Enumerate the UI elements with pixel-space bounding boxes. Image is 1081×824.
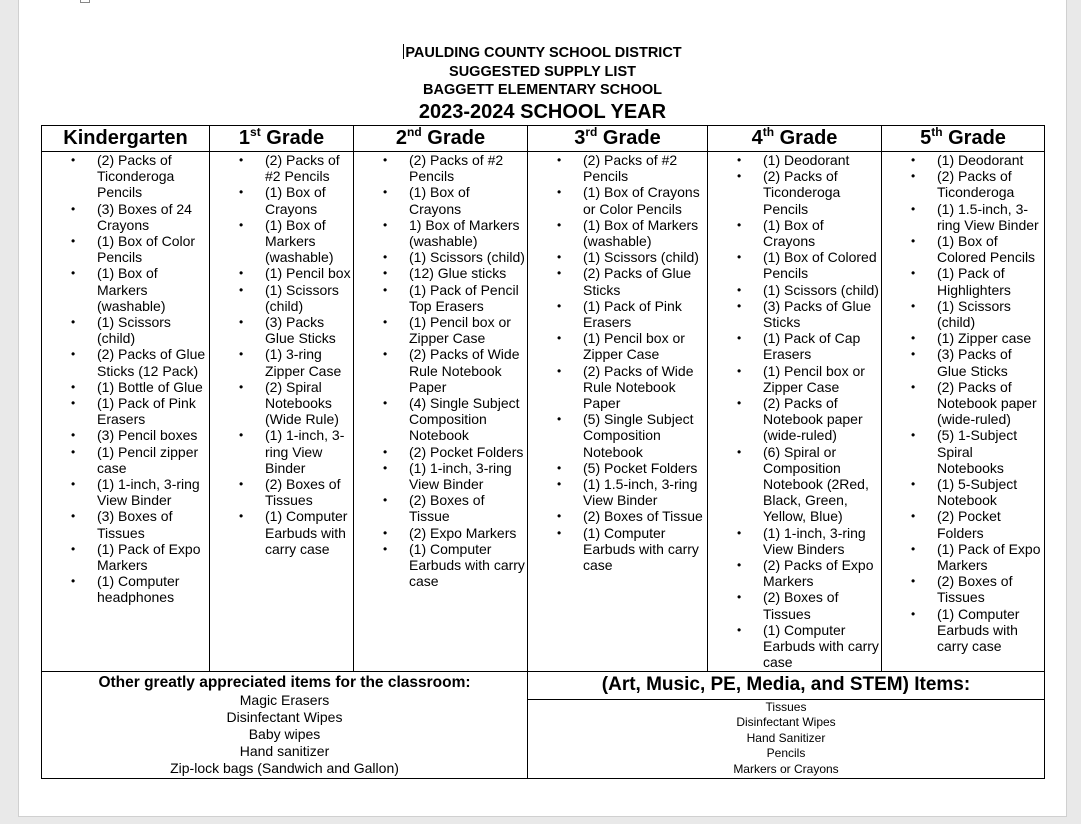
supply-item: • (1) Box of Colored Pencils	[708, 249, 881, 281]
specials-item: Hand Sanitizer	[746, 730, 826, 745]
grade1-supply-list	[210, 152, 353, 557]
supply-item: • (1) Pack of Pencil Top Erasers	[354, 282, 527, 314]
supply-item: • (3) Packs of Glue Sticks	[708, 298, 881, 330]
grade-header-1st: 1st Grade	[210, 126, 354, 152]
specials-items-title: (Art, Music, PE, Media, and STEM) Items:	[528, 672, 1044, 700]
supply-table	[41, 125, 1045, 779]
list-title: SUGGESTED SUPPLY LIST	[449, 64, 636, 80]
supply-item: • (1) Pack of Cap Erasers	[708, 330, 881, 362]
supply-item: • (1) Scissors (child)	[528, 249, 707, 265]
supply-item: • (1) Scissors (child)	[210, 282, 353, 314]
other-items-title: Other greatly appreciated items for the classroom:	[98, 673, 471, 691]
supply-item: • (1) 1-inch, 3-ring View Binder	[210, 427, 353, 476]
supply-item: • (3) Packs Glue Sticks	[210, 314, 353, 346]
grade2-supply-list	[354, 152, 527, 589]
supply-item: • (2) Packs of #2 Pencils	[528, 152, 707, 184]
supply-item: • (2) Packs of #2 Pencils	[210, 152, 353, 184]
school-year: 2023-2024 SCHOOL YEAR	[418, 101, 667, 123]
supply-item: • (1) Deodorant	[708, 152, 881, 168]
supply-item: • 1) Box of Markers (washable)	[354, 217, 527, 249]
supply-item: • (2) Pocket Folders	[354, 444, 527, 460]
supply-item: • (1) Pencil box or Zipper Case	[708, 363, 881, 395]
grade4-list-cell	[708, 152, 882, 672]
other-item: Baby wipes	[248, 725, 321, 742]
supply-item: • (1) Scissors (child)	[354, 249, 527, 265]
supply-item: • (2) Boxes of Tissues	[708, 589, 881, 621]
supply-item: • (2) Packs of Glue Sticks (12 Pack)	[42, 346, 209, 378]
supply-item: • (2) Packs of #2 Pencils	[354, 152, 527, 184]
supply-item: • (6) Spiral or Composition Notebook (2Red, Black, Green, Yellow, Blue)	[708, 444, 881, 525]
supply-item: • (3) Packs of Glue Sticks	[882, 346, 1044, 378]
supply-item: • (1) Box of Crayons	[210, 184, 353, 216]
grade4-supply-list	[708, 152, 881, 671]
supply-item: • (12) Glue sticks	[354, 265, 527, 281]
supply-item: • (1) Pack of Expo Markers	[42, 541, 209, 573]
supply-item: • (1) Scissors (child)	[882, 298, 1044, 330]
supply-item: • (5) Single Subject Composition Notebook	[528, 411, 707, 460]
specials-item: Pencils	[766, 746, 806, 760]
supply-item: • (1) Scissors (child)	[708, 282, 881, 298]
supply-item: • (2) Packs of Wide Rule Notebook Paper	[354, 346, 527, 395]
supply-item: • (1) 3-ring Zipper Case	[210, 346, 353, 378]
supply-item: • (2) Boxes of Tissue	[528, 508, 707, 524]
supply-item: • (1) Computer Earbuds with carry case	[882, 606, 1044, 655]
supply-item: • (5) Pocket Folders	[528, 460, 707, 476]
grade-header-kindergarten: Kindergarten	[42, 126, 210, 152]
supply-item: • (1) 1-inch, 3-ring View Binder	[42, 476, 209, 508]
supply-item: • (2) Packs of Ticonderoga Pencils	[42, 152, 209, 201]
grade5-list-cell	[882, 152, 1045, 672]
specials-item: Disinfectant Wipes	[736, 715, 836, 729]
supply-item: • (1) Zipper case	[882, 330, 1044, 346]
supply-item: • (1) Box of Markers (washable)	[42, 265, 209, 314]
supply-item: • (4) Single Subject Composition Notebook	[354, 395, 527, 444]
grade3-supply-list	[528, 152, 707, 573]
supply-item: • (1) Pack of Pink Erasers	[528, 298, 707, 330]
other-item: Disinfectant Wipes	[226, 708, 343, 725]
supply-item: • (1) Computer headphones	[42, 573, 209, 605]
supply-item: • (1) Box of Crayons or Color Pencils	[528, 184, 707, 216]
supply-item: • (1) 1.5-inch, 3-ring View Binder	[528, 476, 707, 508]
supply-item: • (2) Packs of Ticonderoga	[882, 168, 1044, 200]
supply-item: • (1) Pack of Expo Markers	[882, 541, 1044, 573]
supply-item: • (2) Packs of Notebook paper (wide-ruled)	[882, 379, 1044, 428]
supply-item: • (2) Packs of Ticonderoga Pencils	[708, 168, 881, 217]
grade2-list-cell	[354, 152, 528, 672]
kindergarten-supply-list	[42, 152, 209, 606]
supply-item: • (1) Box of Markers (washable)	[528, 217, 707, 249]
other-item: Hand sanitizer	[239, 742, 330, 759]
supply-item: • (1) 1-inch, 3-ring View Binder	[354, 460, 527, 492]
grade-header-row	[42, 126, 1045, 152]
supply-item: • (3) Pencil boxes	[42, 427, 209, 443]
supply-item: • (1) Pencil box or Zipper Case	[528, 330, 707, 362]
supply-item: • (1) Pack of Highlighters	[882, 265, 1044, 297]
document-page	[18, 0, 1067, 817]
supply-item: • (3) Boxes of Tissues	[42, 508, 209, 540]
specials-item: Markers or Crayons	[733, 761, 839, 776]
district-title: PAULDING COUNTY SCHOOL DISTRICT	[405, 45, 682, 61]
supply-item: • (2) Boxes of Tissue	[354, 492, 527, 524]
supply-item: • (2) Packs of Glue Sticks	[528, 265, 707, 297]
supply-item: • (1) Deodorant	[882, 152, 1044, 168]
other-items-cell	[42, 671, 528, 778]
specials-item: Tissues	[765, 699, 807, 714]
kindergarten-list-cell	[42, 152, 210, 672]
grade-header-4th: 4th Grade	[708, 126, 882, 152]
grade-header-5th: 5th Grade	[882, 126, 1045, 152]
grade3-list-cell	[528, 152, 708, 672]
supply-item: • (2) Packs of Notebook paper (wide-ruled)	[708, 395, 881, 444]
supply-item: • (1) Bottle of Glue	[42, 379, 209, 395]
extras-row	[42, 671, 1045, 778]
other-item: Zip-lock bags (Sandwich and Gallon)	[170, 759, 399, 776]
supply-item: • (1) 5-Subject Notebook	[882, 476, 1044, 508]
supply-item: • (1) Scissors (child)	[42, 314, 209, 346]
supply-item: • (1) Pencil box	[210, 265, 353, 281]
supply-item: • (2) Spiral Notebooks (Wide Rule)	[210, 379, 353, 428]
supply-item: • (2) Expo Markers	[354, 525, 527, 541]
supply-item: • (1) Box of Color Pencils	[42, 233, 209, 265]
supply-item: • (1) Computer Earbuds with carry case	[528, 525, 707, 574]
supply-lists-row	[42, 152, 1045, 672]
specials-items-cell	[528, 671, 1045, 778]
grade1-list-cell	[210, 152, 354, 672]
supply-item: • (1) Box of Colored Pencils	[882, 233, 1044, 265]
supply-item: • (2) Boxes of Tissues	[882, 573, 1044, 605]
grade-header-2nd: 2nd Grade	[354, 126, 528, 152]
other-item: Magic Erasers	[239, 691, 330, 708]
supply-item: • (1) Box of Crayons	[354, 184, 527, 216]
supply-item: • (2) Packs of Expo Markers	[708, 557, 881, 589]
supply-item: • (1) Computer Earbuds with carry case	[354, 541, 527, 590]
school-name: BAGGETT ELEMENTARY SCHOOL	[423, 82, 662, 98]
supply-item: • (2) Packs of Wide Rule Notebook Paper	[528, 363, 707, 412]
supply-item: • (1) Box of Crayons	[708, 217, 881, 249]
supply-item: • (1) Pencil zipper case	[42, 444, 209, 476]
supply-item: • (1) Pencil box or Zipper Case	[354, 314, 527, 346]
grade-header-3rd: 3rd Grade	[528, 126, 708, 152]
supply-item: • (1) Box of Markers (washable)	[210, 217, 353, 266]
ruler-tab-marker	[80, 0, 90, 3]
supply-item: • (1) Pack of Pink Erasers	[42, 395, 209, 427]
supply-item: • (1) Computer Earbuds with carry case	[210, 508, 353, 557]
supply-item: • (2) Boxes of Tissues	[210, 476, 353, 508]
supply-item: • (2) Pocket Folders	[882, 508, 1044, 540]
grade5-supply-list	[882, 152, 1044, 654]
supply-item: • (5) 1-Subject Spiral Notebooks	[882, 427, 1044, 476]
supply-item: • (1) 1.5-inch, 3-ring View Binder	[882, 201, 1044, 233]
supply-item: • (3) Boxes of 24 Crayons	[42, 201, 209, 233]
supply-item: • (1) Computer Earbuds with carry case	[708, 622, 881, 671]
supply-item: • (1) 1-inch, 3-ring View Binders	[708, 525, 881, 557]
